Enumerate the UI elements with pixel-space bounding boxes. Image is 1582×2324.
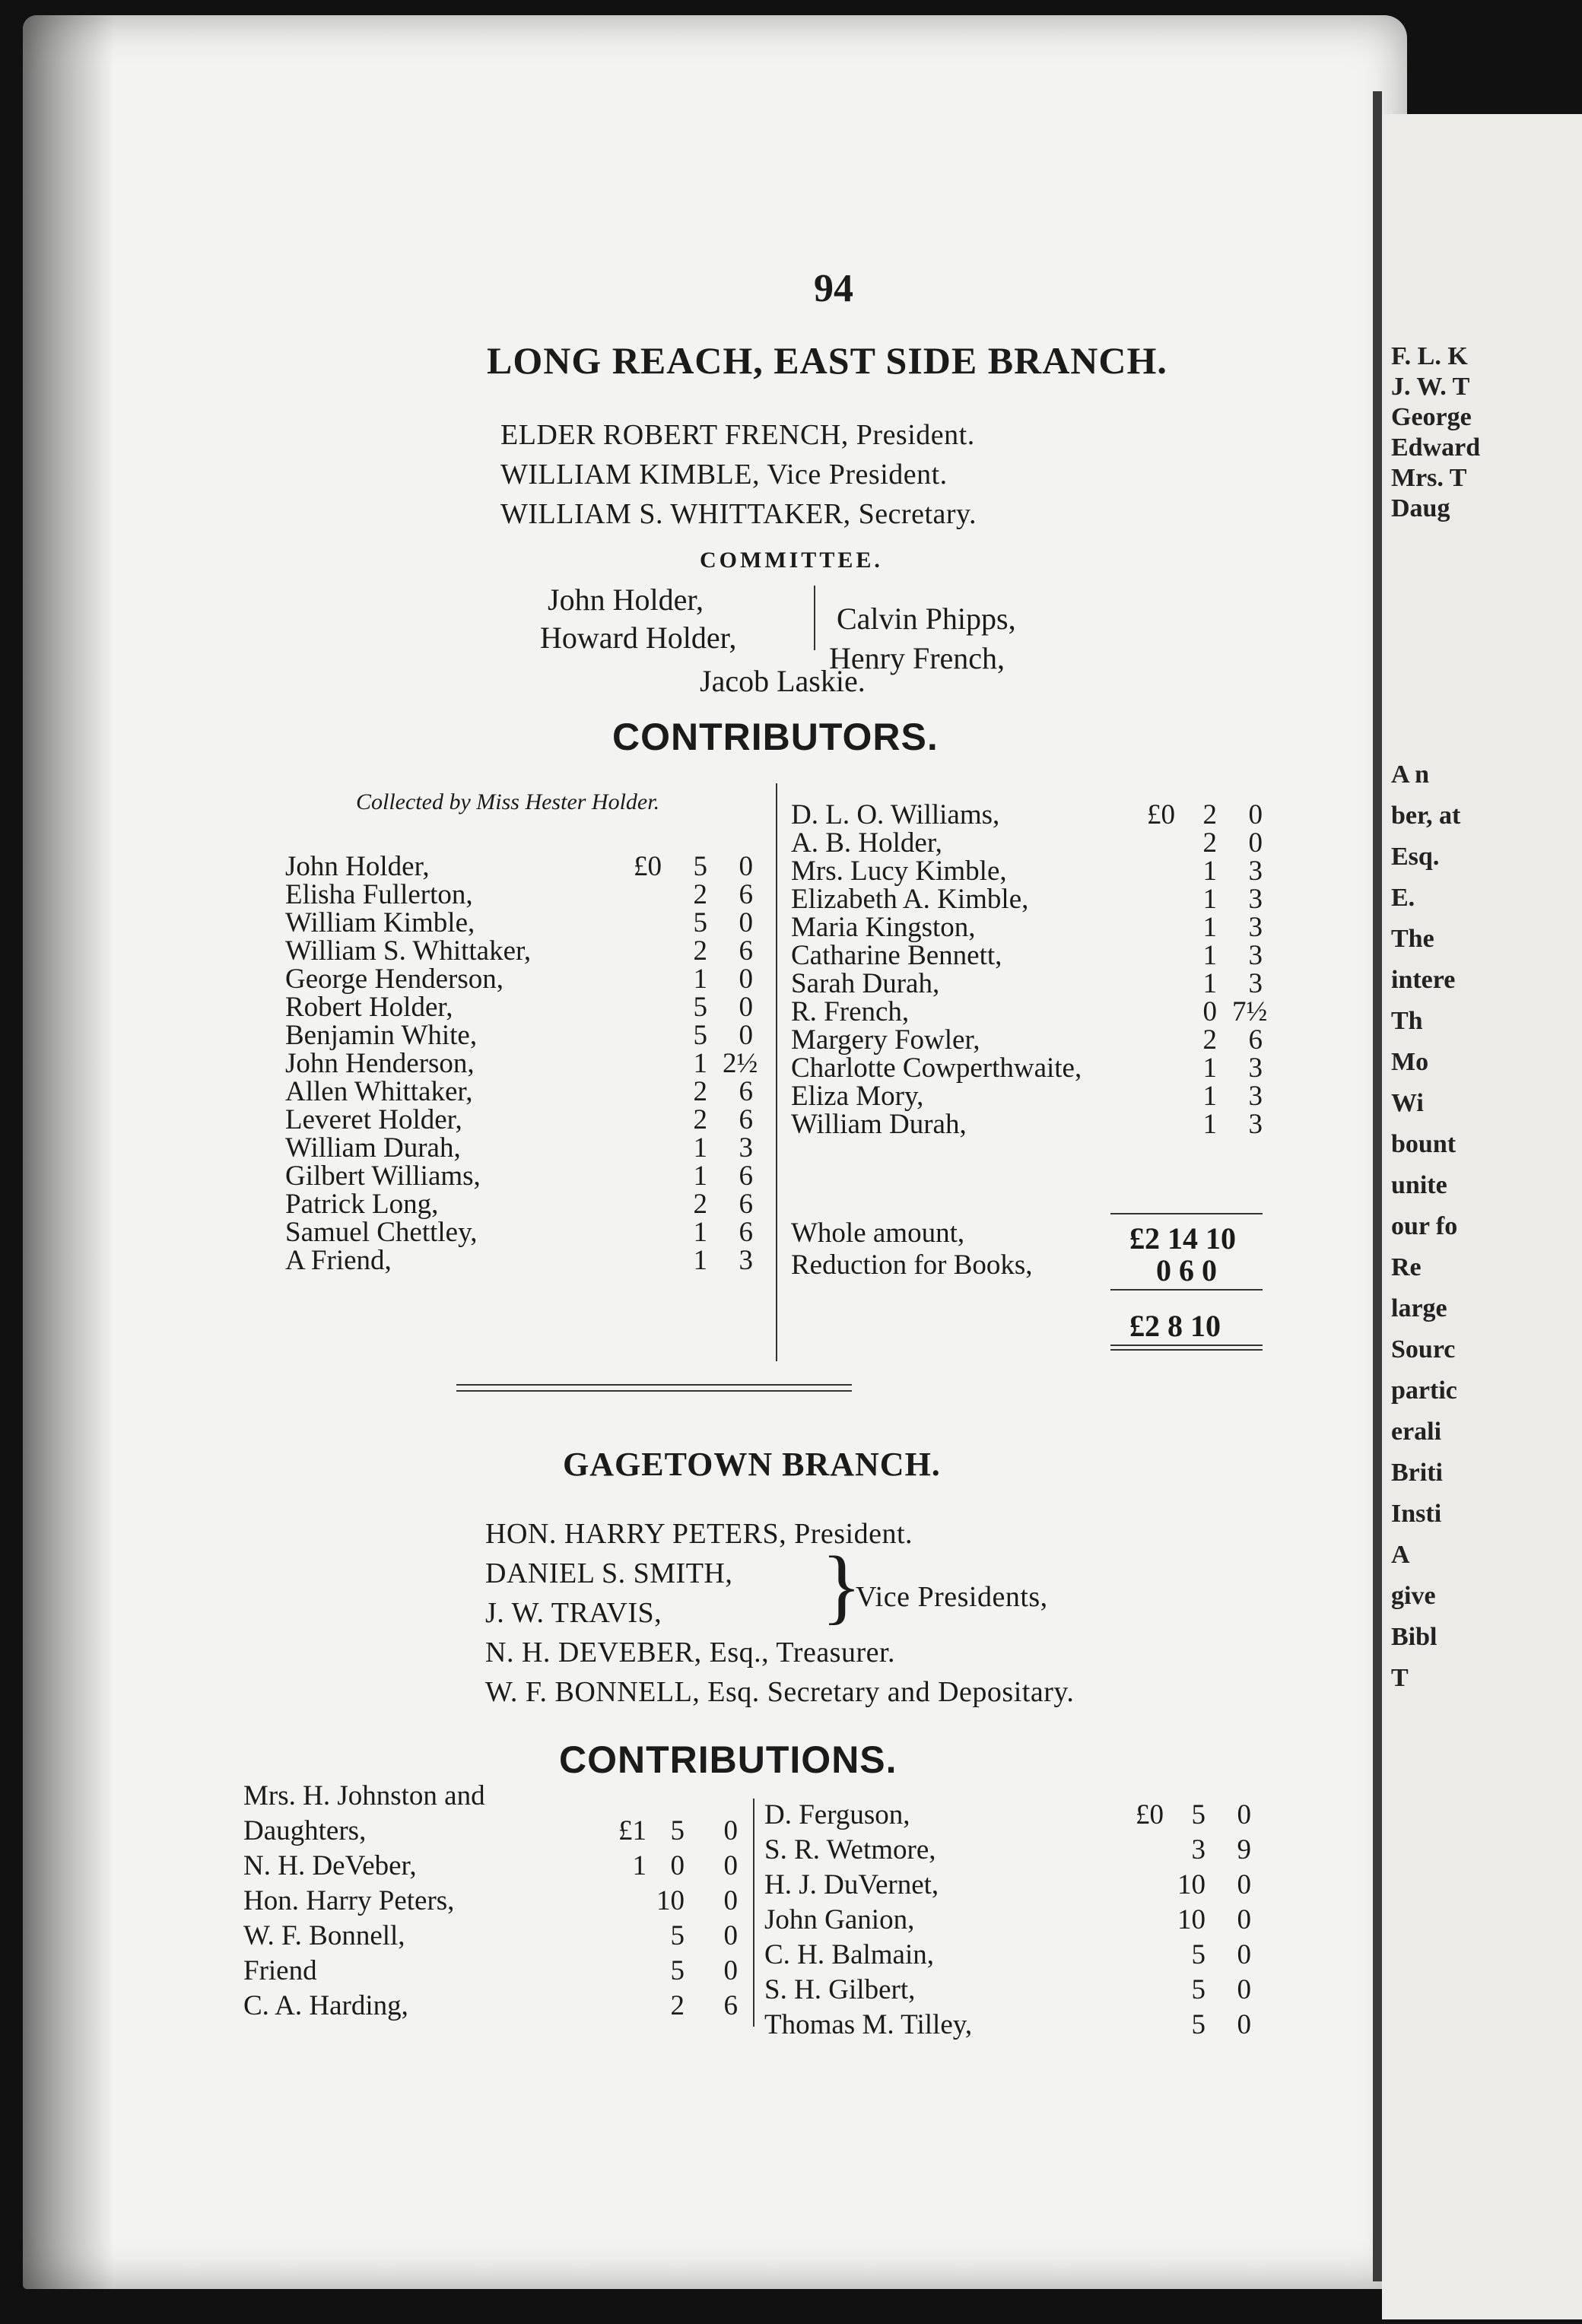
facing-page-line: Esq. [1391,843,1440,871]
amount-pence: 0 [723,1885,738,1916]
facing-page-line: E. [1391,884,1415,912]
facing-page-line: Insti [1391,1500,1442,1528]
amount-pence: 3 [1248,1052,1263,1084]
amount-shillings: 1 [693,1160,707,1192]
amount-shillings: 1 [1202,884,1217,915]
committee-member: Henry French, [829,641,1005,675]
contributor-name: Elizabeth A. Kimble, [791,884,1029,915]
contributor-name: George Henderson, [285,964,504,995]
amount-shillings: 1 [1202,1109,1217,1140]
amount-shillings: 10 [1177,1869,1206,1900]
facing-page-line: F. L. K [1391,342,1468,370]
amount-pence: 3 [1248,940,1263,971]
contributor-name: C. H. Balmain, [764,1939,935,1970]
amount-shillings: 1 [693,964,707,995]
vice-president-name: DANIEL S. SMITH, [485,1557,733,1589]
reduction-label: Reduction for Books, [791,1249,1033,1281]
amount-shillings: 5 [1191,1799,1206,1830]
officer-name: WILLIAM KIMBLE, [500,459,760,491]
amount-shillings: 5 [1191,2009,1206,2040]
amount-shillings: 2 [1202,799,1217,830]
whole-amount-label: Whole amount, [791,1218,965,1249]
facing-page-line: Mo [1391,1048,1429,1076]
contributor-name: S. R. Wetmore, [764,1834,936,1865]
amount-shillings: 1 [693,1048,707,1079]
contributor-name: Margery Fowler, [791,1024,980,1056]
contributor-name: S. H. Gilbert, [764,1974,916,2005]
facing-page-line: give [1391,1582,1436,1610]
book-spine [1373,91,1382,2281]
amount-shillings: 2 [1202,1024,1217,1056]
contributor-name: Robert Holder, [285,992,453,1023]
facing-page-line: unite [1391,1171,1447,1199]
facing-page-fragment [1382,114,1582,2319]
amount-shillings: 1 [1202,856,1217,887]
contributor-name: N. H. DeVeber, [243,1850,417,1881]
amount-shillings: 2 [1202,827,1217,859]
net-amount-value: £2 8 10 [1129,1309,1221,1343]
officer-name: ELDER ROBERT FRENCH, [500,419,849,451]
amount-pence: 3 [1248,912,1263,943]
contributor-name: William Durah, [285,1132,461,1164]
contributor-name: Charlotte Cowperthwaite, [791,1052,1082,1084]
facing-page-line: large [1391,1294,1447,1322]
officer-name: W. F. BONNELL, [485,1676,700,1708]
amount-shillings: 1 [693,1132,707,1164]
officer-role: Esq., Treasurer. [709,1637,896,1668]
amount-shillings: 2 [693,1189,707,1220]
amount-pounds: £0 [1147,799,1175,830]
contributor-name: R. French, [791,996,910,1027]
amount-pence: 2½ [723,1048,758,1079]
contributor-name: John Henderson, [285,1048,475,1079]
amount-pence: 0 [723,1955,738,1986]
vice-presidents-role: Vice Presidents, [856,1581,1048,1613]
officer-role: Esq. Secretary and Depositary. [707,1676,1075,1708]
amount-pence: 6 [739,1076,753,1107]
amount-shillings: 5 [670,1955,685,1986]
amount-pence: 0 [739,1020,753,1051]
contributor-name: Sarah Durah, [791,968,940,999]
branch-title-long-reach: LONG REACH, EAST SIDE BRANCH. [487,339,1167,382]
amount-pence: 9 [1237,1834,1251,1865]
amount-pence: 6 [739,1217,753,1248]
officer-president [500,418,975,452]
contributor-name: C. A. Harding, [243,1990,408,2021]
contributor-name: John Holder, [285,851,430,882]
contributor-name: William Kimble, [285,907,475,938]
brace-icon: } [821,1539,862,1632]
amount-pence: 6 [723,1990,738,2021]
amount-pence: 0 [1237,1869,1251,1900]
facing-page-line: erali [1391,1418,1442,1446]
amount-pence: 3 [739,1245,753,1276]
officer-role: Secretary. [858,498,977,530]
facing-page-line: Daug [1391,494,1450,522]
committee-member: Calvin Phipps, [837,602,1016,636]
amount-shillings: 5 [693,992,707,1023]
vice-president-name: J. W. TRAVIS, [485,1597,662,1629]
amount-shillings: 5 [1191,1939,1206,1970]
contributor-name: D. L. O. Williams, [791,799,1000,830]
page-number: 94 [814,267,853,310]
contributor-name: Benjamin White, [285,1020,478,1051]
amount-pounds: £0 [1136,1799,1164,1830]
contributions-heading: CONTRIBUTIONS. [559,1738,897,1781]
amount-pounds: £0 [634,851,662,882]
amount-pence: 0 [1237,1904,1251,1935]
contributor-name: A. B. Holder, [791,827,942,859]
contributor-name: Mrs. Lucy Kimble, [791,856,1007,887]
amount-shillings: 1 [1202,912,1217,943]
facing-page-line: Mrs. T [1391,464,1467,492]
facing-page-line: ber, at [1391,802,1461,830]
amount-pence: 0 [739,992,753,1023]
officer-treasurer [485,1636,895,1669]
amount-shillings: 1 [1202,968,1217,999]
facing-page-line: Sourc [1391,1335,1456,1364]
contributor-name: Patrick Long, [285,1189,439,1220]
facing-page-line: partic [1391,1376,1457,1405]
amount-shillings: 5 [1191,1974,1206,2005]
amount-shillings: 5 [693,907,707,938]
sum-rule [1110,1213,1263,1214]
amount-pence: 6 [1248,1024,1263,1056]
contributor-name: Thomas M. Tilley, [764,2009,973,2040]
amount-shillings: 2 [693,935,707,967]
branch-title-gagetown: GAGETOWN BRANCH. [563,1446,941,1483]
section-divider [456,1384,852,1386]
amount-shillings: 2 [693,879,707,910]
contributors-heading: CONTRIBUTORS. [612,716,939,758]
amount-shillings: 10 [1177,1904,1206,1935]
contributor-name: H. J. DuVernet, [764,1869,939,1900]
amount-pence: 0 [1237,1799,1251,1830]
facing-page-line: Bibl [1391,1623,1437,1651]
contributor-name: W. F. Bonnell, [243,1920,405,1951]
amount-shillings: 1 [1202,1081,1217,1112]
committee-member: John Holder, [548,583,704,617]
contributor-name: Hon. Harry Peters, [243,1885,455,1916]
amount-pounds: 1 [632,1850,646,1881]
amount-shillings: 0 [670,1850,685,1881]
section-divider [456,1390,852,1392]
contributor-name: Allen Whittaker, [285,1076,473,1107]
column-divider [776,783,777,1361]
amount-pence: 6 [739,1104,753,1135]
whole-amount-value: £2 14 10 [1129,1221,1236,1256]
column-divider [753,1799,754,2027]
amount-pence: 3 [1248,884,1263,915]
facing-page-line: George [1391,403,1472,431]
committee-member: Howard Holder, [540,621,737,655]
committee-member: Jacob Laskie. [700,664,866,698]
amount-pence: 3 [1248,1081,1263,1112]
amount-shillings: 2 [693,1104,707,1135]
amount-pence: 0 [723,1850,738,1881]
facing-page-line: T [1391,1664,1409,1692]
amount-pence: 0 [1237,2009,1251,2040]
contributor-name: Friend [243,1955,317,1986]
amount-shillings: 2 [693,1076,707,1107]
facing-page-line: Th [1391,1007,1423,1035]
amount-pence: 7½ [1232,996,1268,1027]
amount-pence: 0 [1248,799,1263,830]
amount-pence: 3 [1248,856,1263,887]
amount-shillings: 1 [1202,1052,1217,1084]
contributor-name: Maria Kingston, [791,912,976,943]
amount-pence: 3 [1248,1109,1263,1140]
collected-by-note: Collected by Miss Hester Holder. [356,789,660,814]
amount-pence: 6 [739,1160,753,1192]
facing-page-line: A n [1391,760,1430,789]
contributor-name: Elisha Fullerton, [285,879,473,910]
amount-pence: 6 [739,935,753,967]
amount-pence: 0 [723,1815,738,1846]
contributor-name: A Friend, [285,1245,392,1276]
facing-page-line: bount [1391,1130,1457,1158]
contributor-name: Leveret Holder, [285,1104,462,1135]
contributor-name: Daughters, [243,1815,367,1846]
amount-pence: 6 [739,879,753,910]
facing-page-line: J. W. T [1391,373,1470,401]
facing-page-line: Wi [1391,1089,1424,1117]
officer-role: President. [856,419,975,451]
contributor-name: William S. Whittaker, [285,935,532,967]
facing-page-line: Re [1391,1253,1422,1281]
contributor-name: Mrs. H. Johnston and [243,1780,485,1811]
sum-rule [1110,1349,1263,1351]
amount-shillings: 2 [670,1990,685,2021]
officer-secretary [500,497,977,531]
contributor-name: Eliza Mory, [791,1081,924,1112]
amount-pence: 0 [1237,1974,1251,2005]
sum-rule [1110,1345,1263,1346]
contributor-name: D. Ferguson, [764,1799,910,1830]
amount-shillings: 3 [1191,1834,1206,1865]
facing-page-line: The [1391,925,1434,953]
amount-shillings: 0 [1202,996,1217,1027]
officer-vice-president [500,458,948,491]
amount-shillings: 5 [670,1815,685,1846]
sum-rule [1110,1289,1263,1291]
officer-name: WILLIAM S. WHITTAKER, [500,498,851,530]
facing-page-line: our fo [1391,1212,1458,1240]
officer-role: Vice President. [767,459,948,491]
amount-shillings: 5 [693,1020,707,1051]
amount-shillings: 5 [693,851,707,882]
facing-page-line: intere [1391,966,1456,994]
amount-shillings: 10 [656,1885,685,1916]
facing-page-line: Briti [1391,1459,1443,1487]
facing-page-line: Edward [1391,433,1481,462]
amount-shillings: 1 [693,1217,707,1248]
officer-secretary [485,1675,1074,1709]
officer-name: N. H. DEVEBER, [485,1637,702,1668]
amount-pence: 0 [739,964,753,995]
facing-page-line: A [1391,1541,1410,1569]
reduction-value: 0 6 0 [1156,1253,1217,1287]
contributor-name: William Durah, [791,1109,967,1140]
officer-name: HON. HARRY PETERS, [485,1518,787,1550]
committee-divider [814,586,815,650]
amount-shillings: 1 [693,1245,707,1276]
amount-pounds: £1 [618,1815,646,1846]
amount-pence: 3 [739,1132,753,1164]
amount-shillings: 5 [670,1920,685,1951]
officer-role: President. [794,1518,913,1550]
amount-pence: 3 [1248,968,1263,999]
book-page [23,15,1407,2289]
amount-pence: 0 [1237,1939,1251,1970]
contributor-name: Gilbert Williams, [285,1160,481,1192]
amount-shillings: 1 [1202,940,1217,971]
amount-pence: 0 [739,851,753,882]
contributor-name: Samuel Chettley, [285,1217,478,1248]
amount-pence: 0 [723,1920,738,1951]
contributor-name: John Ganion, [764,1904,915,1935]
amount-pence: 0 [1248,827,1263,859]
contributor-name: Catharine Bennett, [791,940,1002,971]
amount-pence: 6 [739,1189,753,1220]
committee-heading: COMMITTEE. [700,548,883,573]
amount-pence: 0 [739,907,753,938]
